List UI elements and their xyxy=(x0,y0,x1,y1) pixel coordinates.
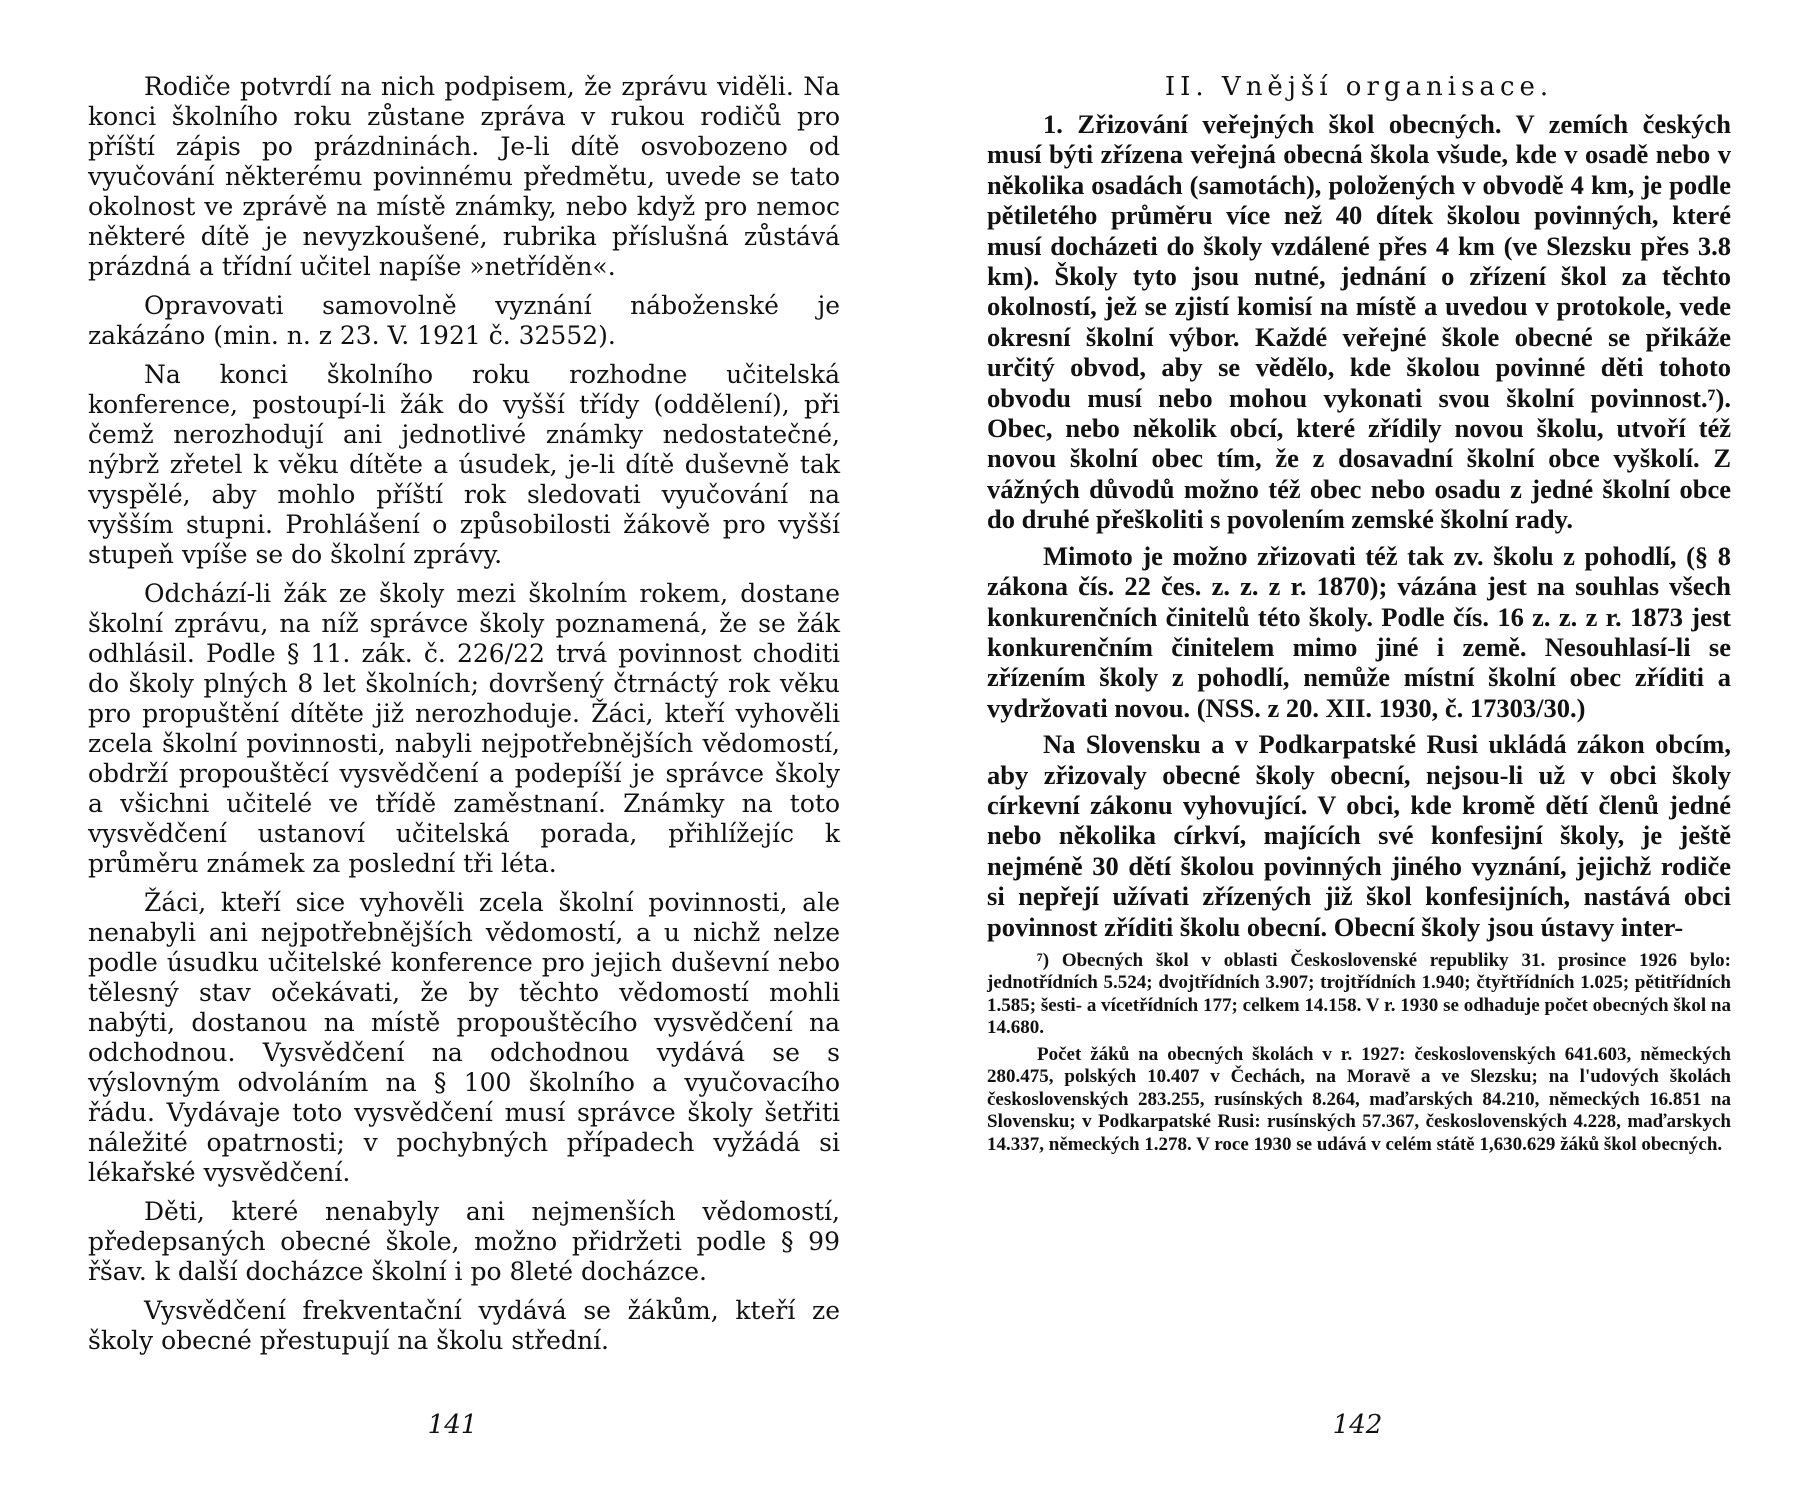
paragraph: Vysvědčení frekventační vydává se žákům, kteří ze školy obecné přestupují na školu střední. xyxy=(88,1296,840,1355)
right-page xyxy=(905,0,1810,1500)
paragraph: Rodiče potvrdí na nich podpisem, že zprávu viděli. Na konci školního roku zůstane zpráva v rukou rodičů pro příští zápis po prázdninách. Je-li dítě osvobozeno od vyučování některému povinnému předmětu, uvede se tato okolnost ve zprávě na místě známky, nebo když pro nemoc některé dítě je nevyzkoušené, rubrika příslušná zůstává prázdná a třídní učitel napíše »netříděn«. xyxy=(88,72,840,281)
paragraph: Na Slovensku a v Podkarpatské Rusi ukládá zákon obcím, aby zřizovaly obecné školy obecní, nejsou-li už v obci školy církevní zákonu vyhovující. V obci, kde kromě dětí členů jedné nebo několika církví, majících své konfesijní školy, je ještě nejméně 30 dětí školou povinných jiného vyznání, jejichž rodiče si nepřejí užívati zřízených již škol konfesijních, nastává obci povinnost zříditi školu obecní. Obecní školy jsou ústavy inter- xyxy=(987,729,1731,942)
paragraph: Mimoto je možno zřizovati též tak zv. školu z pohodlí, (§ 8 zákona čís. 22 čes. z. z. z r. 1870); vázána jest na souhlas všech konkurenčních činitelů této školy. Podle čís. 16 z. z. z r. 1873 jest konkurenčním činitelem mimo jiné i země. Nesouhlasí-li se zřízením školy z pohodlí, nemůže místní školní obec zříditi a vydržovati novou. (NSS. z 20. XII. 1930, č. 17303/30.) xyxy=(987,540,1731,723)
section-title: II. Vnější organisace. xyxy=(1164,72,1554,102)
paragraph: Žáci, kteří sice vyhověli zcela školní povinnosti, ale nenabyli ani nejpotřebnějších vědomostí, a u nichž nelze podle úsudku učitelské konference pro jejich duševní nebo tělesný stav očekávati, že by těchto vědomostí mohli nabýti, dostanou na místě propouštěcího vysvědčení na odchodnou. Vysvědčení na odchodnou vydává se s výslovným odvoláním na § 100 školního a vyučovacího řádu. Vydávaje toto vysvědčení musí správce školy šetřiti náležité opatrnosti; v pochybných případech vyžádá si lékařské vysvědčení. xyxy=(88,888,840,1187)
page-number: 141 xyxy=(427,1410,478,1440)
page-number: 142 xyxy=(1332,1410,1383,1440)
paragraph: Opravovati samovolně vyznání náboženské je zakázáno (min. n. z 23. V. 1921 č. 32552). xyxy=(88,291,840,350)
footnote: ⁷) Obecných škol v oblasti Československé republiky 31. prosince 1926 bylo: jednotřídních 5.524; dvojtřídních 3.907; trojtřídních 1.940; čtyřtřídních 1.025; pětitřídních 1.585; šesti- a vícetřídních 177; celkem 14.158. V r. 1930 se odhaduje počet obecných škol na 14.680. xyxy=(987,949,1731,1039)
left-page-text xyxy=(88,72,840,1365)
footnote: Počet žáků na obecných školách v r. 1927: československých 641.603, německých 280.475, polských 10.407 v Čechách, na Moravě a ve Slezsku; na l'udových školách československých 283.255, rusínských 8.264, maďarských 84.210, německých 16.851 na Slovensku; v Podkarpatské Rusi: rusínských 57.367, československých 4.228, maďarskych 14.337, německých 1.278. V roce 1930 se udává v celém státě 1,630.629 žáků škol obecných. xyxy=(987,1043,1731,1155)
footnotes xyxy=(987,950,1731,1157)
right-page-text xyxy=(987,72,1731,1160)
paragraph: Odchází-li žák ze školy mezi školním rokem, dostane školní zprávu, na níž správce školy poznamená, že se žák odhlásil. Podle § 11. zák. č. 226/22 trvá povinnost choditi do školy plných 8 let školních; dovršený čtrnáctý rok věku pro propuštění dítěte již nerozhoduje. Žáci, kteří vyhověli zcela školní povinnosti, nabyli nejpotřebnějších vědomostí, obdrží propouštěcí vysvědčení a podepíší je správce školy a všichni učitelé ve třídě zaměstnaní. Známky na toto vysvědčení ustanoví učitelská porada, přihlížejíc k průměru známek za poslední tři léta. xyxy=(88,579,840,878)
paragraph: Na konci školního roku rozhodne učitelská konference, postoupí-li žák do vyšší třídy (oddělení), při čemž nerozhodují ani jednotlivé známky nedostatečné, nýbrž zřetel k věku dítěte a úsudek, je-li dítě duševně tak vyspělé, aby mohlo příští rok sledovati vyučování na vyšším stupni. Prohlášení o způsobilosti žákově pro vyšší stupeň vpíše se do školní zprávy. xyxy=(88,360,840,569)
paragraph: Děti, které nenabyly ani nejmenších vědomostí, předepsaných obecné škole, možno přidržeti podle § 99 řšav. k další docházce školní i po 8leté docházce. xyxy=(88,1197,840,1286)
paragraph: 1. Zřizování veřejných škol obecných. V zemích českých musí býti zřízena veřejná obecná škola všude, kde v osadě nebo v několika osadách (samotách), položených v obvodě 4 km, je podle pětiletého průměru více než 40 dítek školou povinných, které musí docházeti do školy vzdálené přes 4 km (ve Slezsku přes 3.8 km). Školy tyto jsou nutné, jednání o zřízení škol za těchto okolností, jež se zjistí komisí na místě a uvedou v protokole, vede okresní školní výbor. Každé veřejné škole obecné se přikáže určitý obvod, aby se vědělo, kde školou povinné děti tohoto obvodu musí nebo mohou vykonati svou školní povinnost.⁷). Obec, nebo několik obcí, které zřídily novou školu, utvoří též novou školní obec tím, že z dosavadní školní obce vyškolí. Z vážných důvodů možno též obec nebo osadu z jedné školní obce do druhé přeškoliti s povolením zemské školní rady. xyxy=(987,109,1731,535)
